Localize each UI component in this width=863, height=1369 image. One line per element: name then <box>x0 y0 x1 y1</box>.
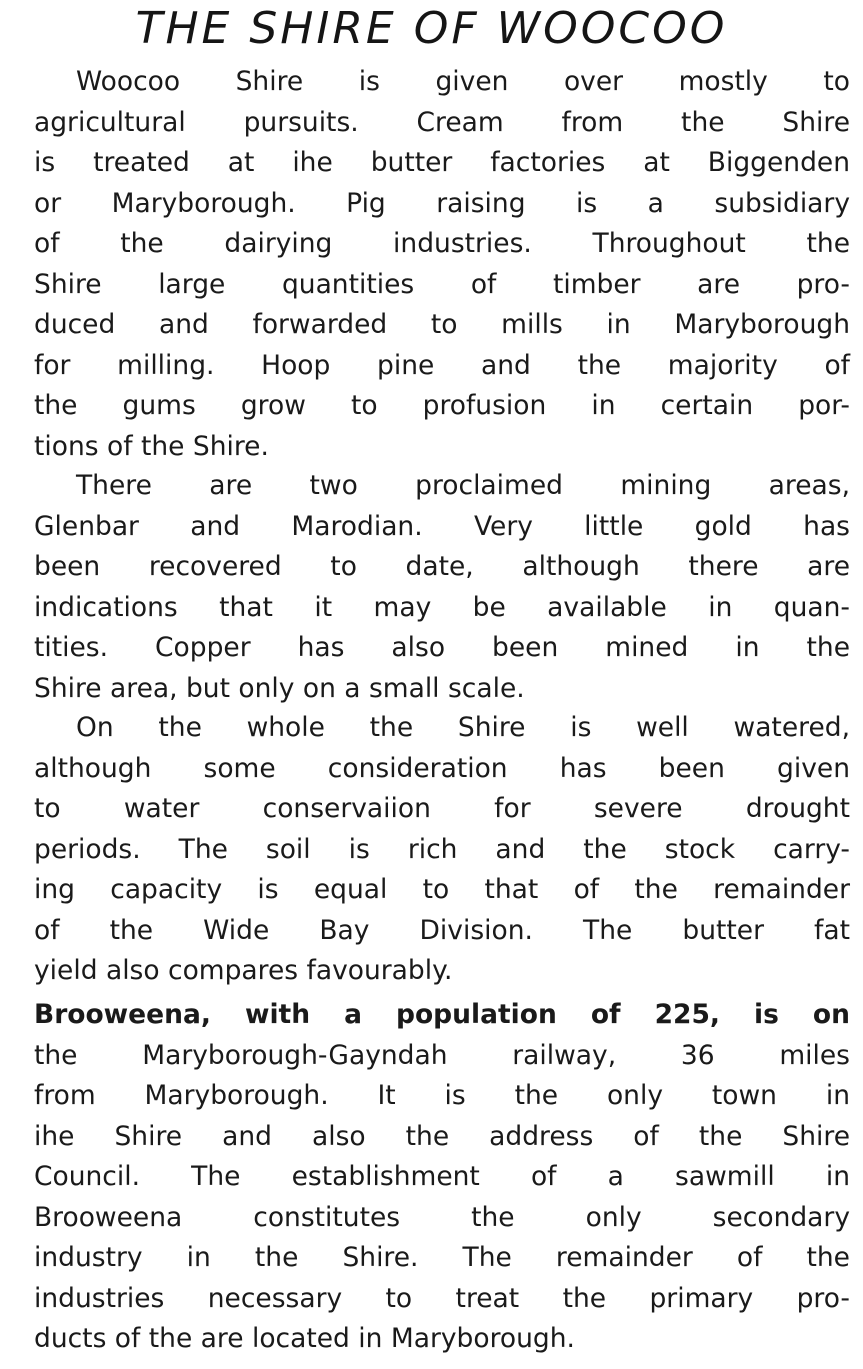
text-line: ducts of the are located in Maryborough. <box>34 1323 575 1354</box>
text-line: duced and forwarded to mills in Maryborough <box>34 309 850 340</box>
text-line: Shire area, but only on a small scale. <box>34 672 525 704</box>
text-line: There are two proclaimed mining areas, <box>76 470 850 501</box>
paragraph-mining <box>34 466 850 709</box>
text-line: for milling. Hoop pine and the majority of <box>34 349 850 381</box>
text-line: industry in the Shire. The remainder of the <box>34 1242 850 1273</box>
text-line: Shire large quantities of timber are pro- <box>34 268 850 300</box>
article-headline: THE SHIRE OF WOOCOO <box>135 3 728 54</box>
text-line: Council. The establishment of a sawmill in <box>34 1161 850 1192</box>
text-line: Glenbar and Marodian. Very little gold has <box>34 510 850 542</box>
text-line: the Maryborough-Gayndah railway, 36 miles <box>34 1039 850 1071</box>
lead-bold-line: Brooweena, with a population of 225, is on <box>34 999 850 1030</box>
paragraph-agriculture <box>34 62 850 467</box>
paragraph-water <box>34 708 850 992</box>
text-line: been recovered to date, although there are <box>34 551 850 582</box>
text-line: yield also compares favourably. <box>34 955 453 986</box>
text-line: the gums grow to profusion in certain por- <box>34 390 850 421</box>
text-line: of the Wide Bay Division. The butter fat <box>34 914 850 946</box>
text-line: tities. Copper has also been mined in the <box>34 632 850 663</box>
text-line: or Maryborough. Pig raising is a subsidiary <box>34 187 850 219</box>
text-line: to water conservaiion for severe drought <box>34 793 850 824</box>
text-line: ing capacity is equal to that of the remainder <box>34 874 850 905</box>
text-line: Woocoo Shire is given over mostly to <box>76 66 850 97</box>
text-line: periods. The soil is rich and the stock carry- <box>34 833 850 865</box>
text-line: from Maryborough. It is the only town in <box>34 1080 850 1111</box>
text-line: is treated at ihe butter factories at Biggenden <box>34 147 850 178</box>
text-line: ihe Shire and also the address of the Shire <box>34 1120 850 1152</box>
text-line: of the dairying industries. Throughout the <box>34 228 850 259</box>
text-line: tions of the Shire. <box>34 430 269 462</box>
text-line: although some consideration has been given <box>34 752 850 784</box>
text-line: Brooweena constitutes the only secondary <box>34 1201 850 1233</box>
text-line: On the whole the Shire is well watered, <box>76 712 850 743</box>
text-line: indications that it may be available in quan- <box>34 591 850 623</box>
paragraph-brooweena <box>34 995 850 1360</box>
text-line: agricultural pursuits. Cream from the Shire <box>34 106 850 138</box>
text-line: industries necessary to treat the primary pro- <box>34 1282 850 1314</box>
